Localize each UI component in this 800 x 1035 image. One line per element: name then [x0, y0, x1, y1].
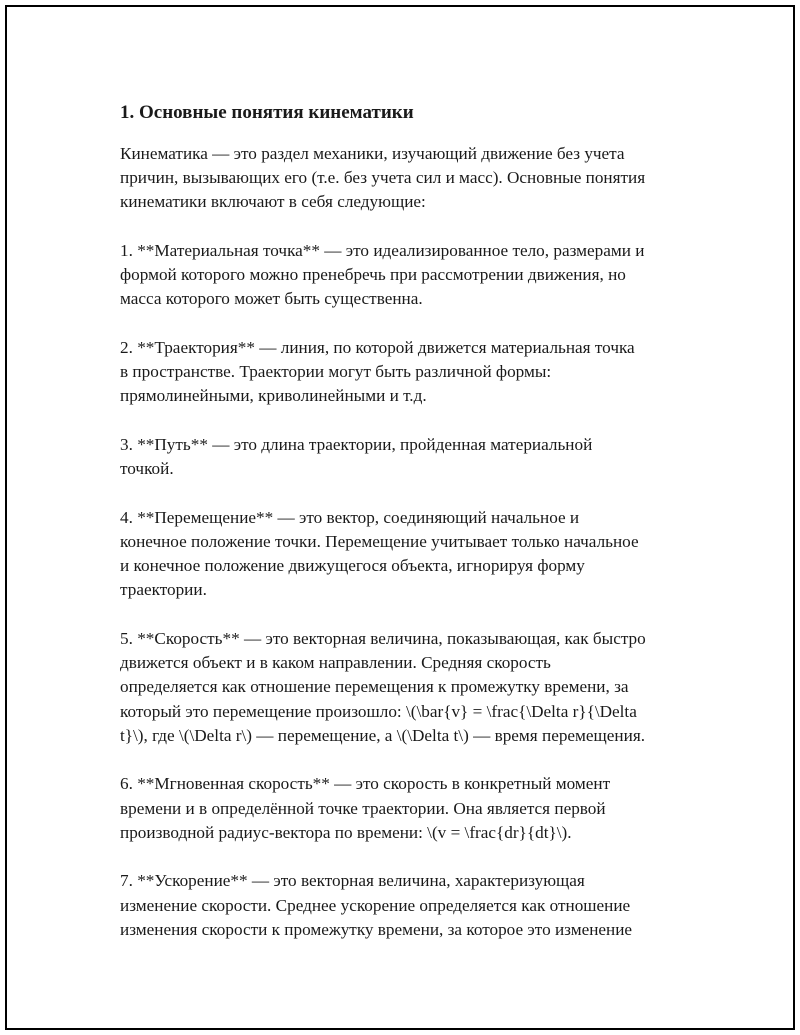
paragraph-acceleration: 7. **Ускорение** — это векторная величина, характеризующая изменение скорости. Среднее ускорение определяется как отношение изменения скорости к промежутку времени, за которое это изменение	[120, 871, 633, 939]
paragraph-displacement: 4. **Перемещение** — это вектор, соединяющий начальное и конечное положение точки. Перемещение учитывает только начальное и конечное положение движущегося объекта, игнорируя форму траектории.	[120, 507, 639, 600]
paragraph-instant-velocity: 6. **Мгновенная скорость** — это скорость в конкретный момент времени и в определённой точке траектории. Она является первой производной радиус-вектора по времени: \(v = \frac{dr}{dt}\).	[120, 774, 611, 842]
paragraph-material-point: 1. **Материальная точка** — это идеализированное тело, размерами и формой которого можно пренебречь при рассмотрении движения, но масса которого может быть существенна.	[120, 241, 645, 309]
paragraph-velocity: 5. **Скорость** — это векторная величина, показывающая, как быстро движется объект и в каком направлении. Средняя скорость определяется как отношение перемещения к промежутку времени, за который это перемещение произошло: \(\bar{v} = \frac{\Delta r}{\Delta t}\), где \(\Delta r\) — перемещение, а \(\Delta t\) — время перемещения.	[120, 629, 646, 745]
paragraph-trajectory: 2. **Траектория** — линия, по которой движется материальная точка в пространстве. Траектории могут быть различной формы: прямолинейными, криволинейными и т.д.	[120, 338, 635, 406]
document-page	[5, 5, 795, 1030]
document-body	[120, 99, 700, 966]
section-heading: 1. Основные понятия кинематики	[120, 102, 414, 123]
paragraph-path: 3. **Путь** — это длина траектории, пройденная материальной точкой.	[120, 435, 593, 479]
intro-paragraph: Кинематика — это раздел механики, изучающий движение без учета причин, вызывающих его (т.е. без учета сил и масс). Основные понятия кинематики включают в себя следующие:	[120, 144, 646, 212]
